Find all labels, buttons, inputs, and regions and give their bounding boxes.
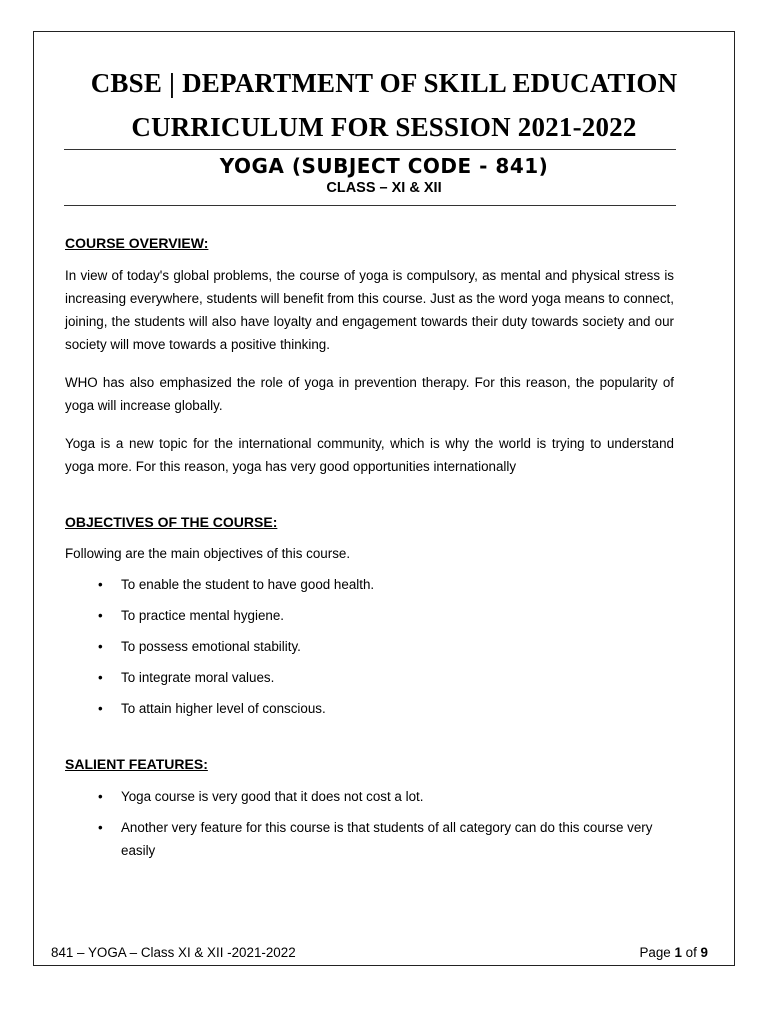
feature-text: Yoga course is very good that it does not cost a lot. [121, 789, 424, 804]
objectives-intro: Following are the main objectives of this course. [65, 546, 351, 561]
bullet-icon: • [98, 701, 103, 716]
list-item [65, 604, 674, 627]
footer-document-label: 841 – YOGA – Class XI & XII -2021-2022 [51, 945, 296, 960]
class-line: CLASS – XI & XII [326, 180, 442, 196]
objective-text: To possess emotional stability. [121, 639, 301, 654]
overview-paragraph-2: WHO has also emphasized the role of yoga in prevention therapy. For this reason, the popularity of yoga will increase globally. [65, 375, 674, 413]
page-word: Page [639, 945, 671, 960]
bullet-icon: • [98, 639, 103, 654]
bullet-icon: • [98, 608, 103, 623]
salient-features-heading: SALIENT FEATURES: [65, 756, 208, 772]
divider-top [64, 149, 676, 150]
document-title-line-2: CURRICULUM FOR SESSION 2021-2022 [131, 112, 637, 142]
objective-text: To attain higher level of conscious. [121, 701, 326, 716]
list-item [65, 635, 674, 658]
overview-paragraph-1: In view of today's global problems, the course of yoga is compulsory, as mental and physical stress is increasing everywhere, students will benefit from this course. Just as the word yoga means to connect, joining, the students will also have loyalty and engagement towards their duty towards society and our society will move towards a positive thinking. [65, 268, 674, 352]
subject-title: YOGA (SUBJECT CODE - 841) [219, 154, 549, 178]
list-item [65, 697, 674, 720]
course-overview-heading: COURSE OVERVIEW: [65, 235, 209, 251]
objectives-heading: OBJECTIVES OF THE COURSE: [65, 514, 278, 530]
divider-bottom [64, 205, 676, 206]
page-of: of [685, 945, 697, 960]
bullet-icon: • [98, 789, 103, 804]
objective-text: To integrate moral values. [121, 670, 275, 685]
document-title-line-1: CBSE | DEPARTMENT OF SKILL EDUCATION [90, 68, 678, 98]
bullet-icon: • [98, 577, 103, 592]
objectives-list [65, 573, 674, 720]
footer-page-number [639, 945, 708, 960]
page-current: 1 [674, 945, 682, 960]
features-list [65, 785, 674, 862]
list-item [65, 785, 674, 808]
overview-paragraph-3: Yoga is a new topic for the international community, which is why the world is trying to understand yoga more. For this reason, yoga has very good opportunities internationally [65, 436, 674, 474]
page-total: 9 [700, 945, 708, 960]
objective-text: To enable the student to have good health. [121, 577, 375, 592]
bullet-icon: • [98, 820, 103, 835]
list-item [65, 573, 674, 596]
list-item [65, 666, 674, 689]
list-item [65, 816, 674, 862]
feature-text: Another very feature for this course is that students of all category can do this course very easily [121, 820, 653, 858]
objective-text: To practice mental hygiene. [121, 608, 285, 623]
bullet-icon: • [98, 670, 103, 685]
